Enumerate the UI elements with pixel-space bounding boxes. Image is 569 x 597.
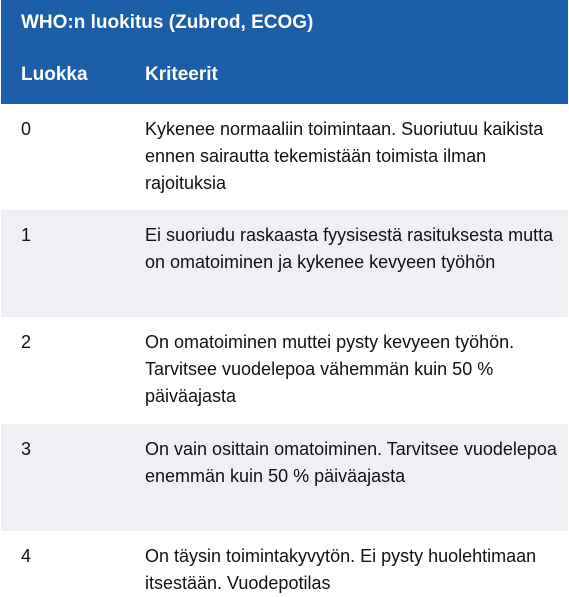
column-header-criteria: Kriteerit — [145, 64, 218, 85]
table-row — [1, 210, 568, 317]
grade-cell: 0 — [21, 119, 32, 139]
criteria-cell: On omatoiminen muttei pysty kevyeen työhön. Tarvitsee vuodelepoa vähemmän kuin 50 % päiväajasta — [145, 332, 515, 406]
table-row — [1, 531, 568, 597]
grade-cell: 3 — [21, 439, 32, 459]
table-row — [1, 424, 568, 531]
table-title: WHO:n luokitus (Zubrod, ECOG) — [1, 0, 568, 52]
grade-cell: 4 — [21, 546, 32, 566]
grade-cell: 1 — [21, 225, 32, 245]
criteria-cell: On vain osittain omatoiminen. Tarvitsee vuodelepoa enemmän kuin 50 % päiväajasta — [145, 439, 557, 486]
grade-cell: 2 — [21, 332, 32, 352]
column-header-grade: Luokka — [21, 64, 88, 85]
criteria-cell: Kykenee normaaliin toimintaan. Suoriutuu kaikista ennen sairautta tekemistään toimista ilman rajoituksia — [145, 119, 544, 193]
table-header-row — [1, 52, 568, 104]
table-row — [1, 317, 568, 424]
criteria-cell: On täysin toimintakyvytön. Ei pysty huolehtimaan itsestään. Vuodepotilas — [145, 546, 537, 593]
table-row — [1, 104, 568, 210]
criteria-cell: Ei suoriudu raskaasta fyysisestä rasituksesta mutta on omatoiminen ja kykenee kevyeen työhön — [145, 225, 554, 272]
who-performance-table — [1, 0, 568, 597]
